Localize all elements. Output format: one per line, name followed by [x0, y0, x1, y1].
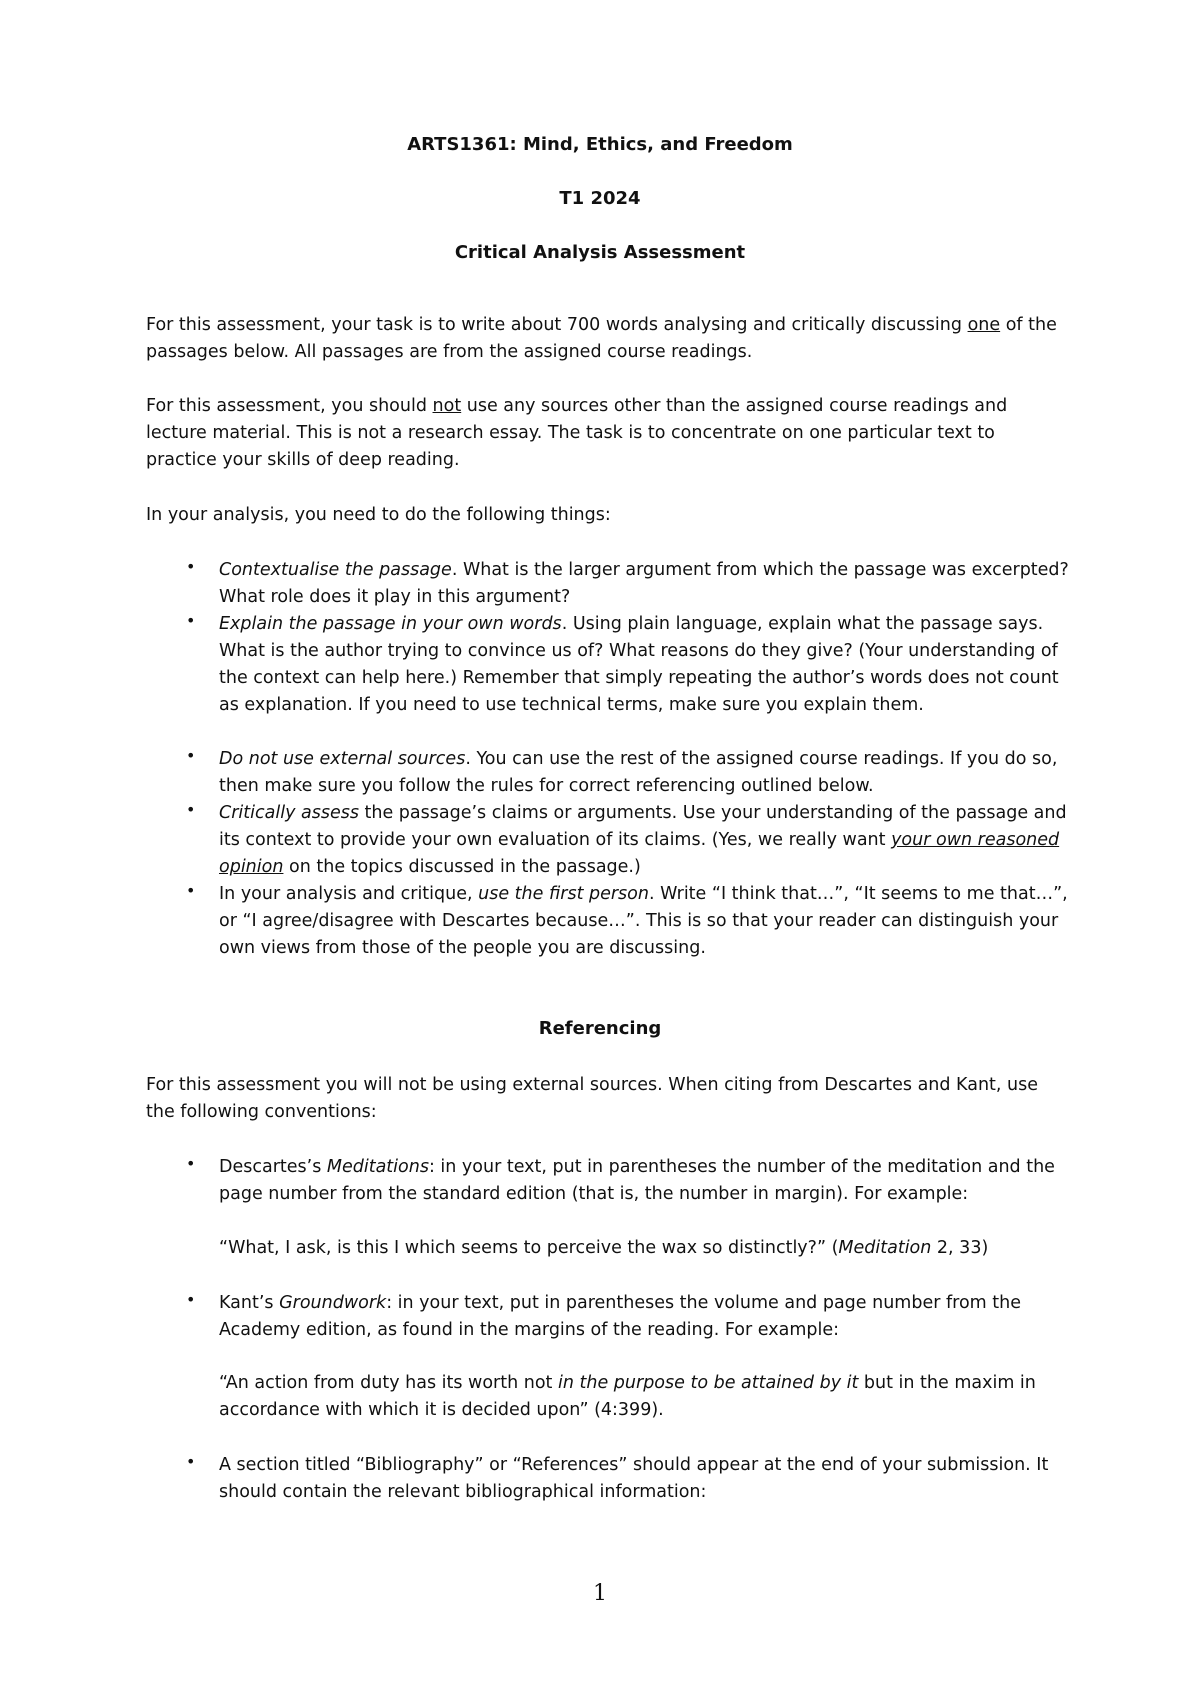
bullet-icon: • — [186, 1154, 196, 1173]
intro-paragraph-1: For this assessment, your task is to write about 700 words analysing and critically discussing one of the passages below. All passages are from the assigned course readings. — [146, 315, 1057, 362]
bullet-icon: • — [186, 746, 196, 765]
bullet-icon: • — [186, 1452, 196, 1471]
bullet-icon: • — [186, 1290, 196, 1309]
intro-paragraph-3: In your analysis, you need to do the following things: — [146, 505, 611, 525]
task-item-sources: Do not use external sources. You can use the rest of the assigned course readings. If you do so, then make sure you follow the rules for correct referencing outlined below. — [219, 749, 1058, 796]
assessment-title: Critical Analysis Assessment — [454, 242, 746, 263]
bullet-icon: • — [186, 611, 196, 630]
bullet-icon: • — [186, 800, 196, 819]
course-title: ARTS1361: Mind, Ethics, and Freedom — [407, 134, 793, 155]
intro-paragraph-2: For this assessment, you should not use any sources other than the assigned course readings and lecture material. This is not a research essay. The task is to concentrate on one particular text to practice your skills of deep reading. — [146, 396, 1008, 470]
example-quote-kant: “An action from duty has its worth not in the purpose to be attained by it but in the maxim in accordance with which it is decided upon” (4:399). — [219, 1373, 1036, 1420]
example-quote-descartes: “What, I ask, is this I which seems to perceive the wax so distinctly?” (Meditation 2, 33) — [219, 1238, 989, 1258]
task-item-contextualise: Contextualise the passage. What is the larger argument from which the passage was excerpted? What role does it play in this argument? — [219, 560, 1069, 607]
term-label: T1 2024 — [559, 188, 641, 209]
referencing-heading: Referencing — [538, 1018, 662, 1039]
bullet-icon: • — [186, 881, 196, 900]
page-number: 1 — [593, 1581, 607, 1606]
reference-item-descartes: Descartes’s Meditations: in your text, put in parentheses the number of the meditation and the page number from the standard edition (that is, the number in margin). For example: — [219, 1157, 1055, 1204]
task-item-explain: Explain the passage in your own words. Using plain language, explain what the passage says. What is the author trying to convince us of? What reasons do they give? (Your understanding of the context can help here.) Remember that simply repeating the author’s words does not count as explanation. If you need to use technical terms, make sure you explain them. — [219, 614, 1059, 715]
reference-item-bibliography: A section titled “Bibliography” or “References” should appear at the end of your submission. It should contain the relevant bibliographical information: — [219, 1455, 1049, 1502]
bullet-icon: • — [186, 557, 196, 576]
task-item-assess: Critically assess the passage’s claims or arguments. Use your understanding of the passage and its context to provide your own evaluation of its claims. (Yes, we really want your own reasoned opinion on the topics discussed in the passage.) — [219, 803, 1067, 877]
reference-item-kant: Kant’s Groundwork: in your text, put in parentheses the volume and page number from the Academy edition, as found in the margins of the reading. For example: — [219, 1293, 1021, 1340]
task-item-first-person: In your analysis and critique, use the first person. Write “I think that…”, “It seems to me that…”, or “I agree/disagree with Descartes because…”. This is so that your reader can distinguish your own views from those of the people you are discussing. — [219, 884, 1068, 958]
referencing-intro: For this assessment you will not be using external sources. When citing from Descartes and Kant, use the following conventions: — [146, 1075, 1039, 1122]
